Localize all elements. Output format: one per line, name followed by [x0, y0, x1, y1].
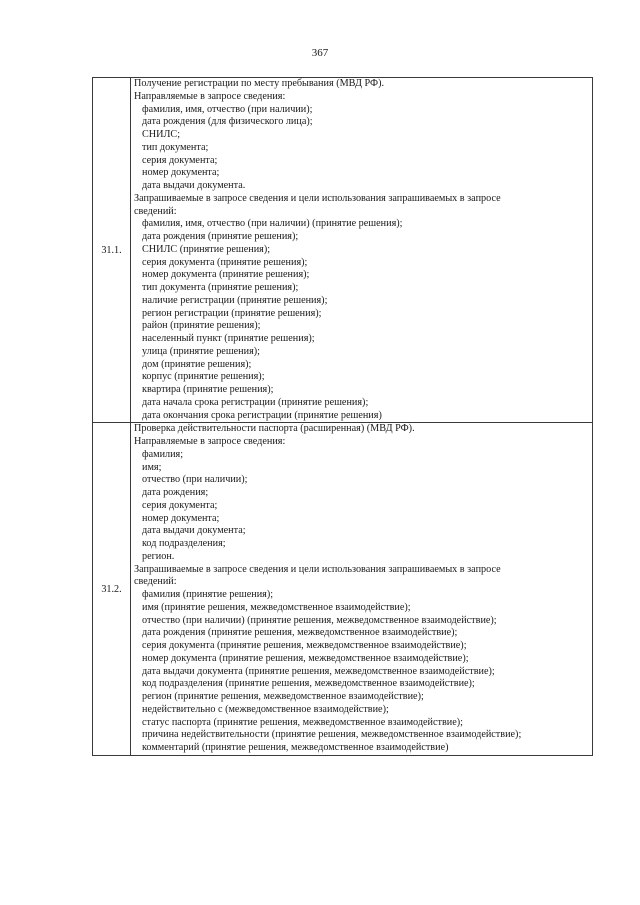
- list-item: дата рождения;: [142, 487, 209, 498]
- list-item: дата выдачи документа;: [142, 525, 246, 537]
- list-item: фамилия, имя, отчество (при наличии) (принятие решения);: [142, 218, 403, 230]
- list-item: тип документа;: [142, 141, 209, 153]
- section-heading: сведений:: [134, 576, 177, 588]
- section-heading: Проверка действительности паспорта (расширенная) (МВД РФ).: [134, 423, 415, 435]
- list-item: номер документа (принятие решения);: [142, 269, 310, 281]
- list-item: регион.: [142, 550, 175, 562]
- section-heading: Запрашиваемые в запросе сведения и цели использования запрашиваемых в запросе: [134, 563, 501, 575]
- list-item: район (принятие решения);: [142, 320, 261, 332]
- list-item: наличие регистрации (принятие решения);: [142, 294, 328, 306]
- list-item: серия документа (принятие решения);: [142, 256, 308, 268]
- list-item: имя;: [142, 461, 162, 473]
- list-item: имя (принятие решения, межведомственное взаимодействие);: [142, 601, 411, 613]
- list-item: дата рождения (принятие решения, межведомственное взаимодействие);: [142, 627, 458, 639]
- list-item: фамилия;: [142, 448, 184, 460]
- list-item: серия документа;: [142, 154, 218, 166]
- list-item: код подразделения;: [142, 538, 226, 549]
- list-item: отчество (при наличии);: [142, 474, 248, 486]
- section-heading: Направляемые в запросе сведения:: [134, 90, 286, 102]
- section-heading: Запрашиваемые в запросе сведения и цели использования запрашиваемых в запросе: [134, 192, 501, 204]
- page-number: 367: [311, 47, 329, 59]
- list-item: недействительно с (межведомственное взаимодействие);: [142, 703, 389, 715]
- list-item: номер документа;: [142, 167, 220, 179]
- section-heading: сведений:: [134, 205, 177, 217]
- list-item: фамилия, имя, отчество (при наличии);: [142, 103, 313, 115]
- table-row: [93, 78, 593, 423]
- list-item: СНИЛС;: [142, 129, 181, 140]
- row-content: [131, 423, 593, 756]
- list-item: комментарий (принятие решения, межведомственное взаимодействие): [142, 742, 449, 753]
- list-item: тип документа (принятие решения);: [142, 282, 299, 293]
- list-item: дата окончания срока регистрации (принятие решения): [142, 409, 382, 421]
- list-item: номер документа;: [142, 512, 220, 524]
- list-item: дата начала срока регистрации (принятие решения);: [142, 396, 369, 408]
- list-item: улица (принятие решения);: [142, 345, 260, 357]
- row-number: 31.1.: [93, 78, 131, 423]
- list-item: серия документа;: [142, 499, 218, 511]
- list-item: статус паспорта (принятие решения, межведомственное взаимодействие);: [142, 716, 463, 728]
- list-item: корпус (принятие решения);: [142, 371, 265, 383]
- list-item: регион (принятие решения, межведомственное взаимодействие);: [142, 691, 424, 702]
- list-item: серия документа (принятие решения, межведомственное взаимодействие);: [142, 640, 467, 651]
- table-body: [93, 78, 593, 756]
- row-content: [131, 78, 593, 423]
- requirements-table: [92, 77, 593, 756]
- list-item: населенный пункт (принятие решения);: [142, 333, 315, 344]
- list-item: дата выдачи документа.: [142, 180, 246, 191]
- list-item: СНИЛС (принятие решения);: [142, 243, 271, 255]
- list-item: дата выдачи документа (принятие решения, межведомственное взаимодействие);: [142, 665, 495, 677]
- table-row: [93, 423, 593, 756]
- section-heading: Получение регистрации по месту пребывания (МВД РФ).: [134, 78, 385, 89]
- list-item: причина недействительности (принятие решения, межведомственное взаимодействие);: [142, 729, 522, 741]
- list-item: код подразделения (принятие решения, межведомственное взаимодействие);: [142, 678, 475, 690]
- list-item: номер документа (принятие решения, межведомственное взаимодействие);: [142, 652, 469, 664]
- list-item: регион регистрации (принятие решения);: [142, 307, 322, 319]
- list-item: дата рождения (для физического лица);: [142, 116, 313, 128]
- list-item: дата рождения (принятие решения);: [142, 231, 299, 242]
- section-heading: Направляемые в запросе сведения:: [134, 436, 286, 447]
- row-number: 31.2.: [93, 423, 131, 756]
- list-item: квартира (принятие решения);: [142, 384, 274, 395]
- list-item: фамилия (принятие решения);: [142, 589, 274, 600]
- list-item: дом (принятие решения);: [142, 358, 252, 370]
- list-item: отчество (при наличии) (принятие решения, межведомственное взаимодействие);: [142, 614, 497, 626]
